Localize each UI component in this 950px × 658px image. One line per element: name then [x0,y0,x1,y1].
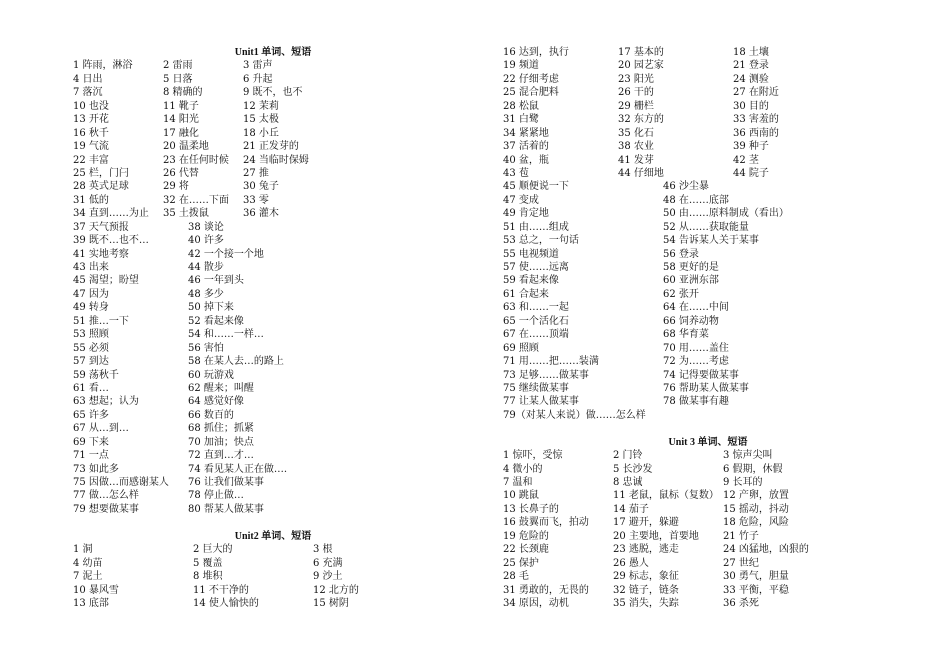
vocab-row [503,46,913,59]
vocab-item: 20 温柔地 [163,141,209,153]
vocab-item: 1 阵雨，淋浴 [73,60,133,72]
vocab-item: 8 堆积 [193,571,223,583]
vocab-row [503,489,913,502]
vocab-item: 9 长耳的 [723,477,763,488]
vocab-item: 50 掉下来 [188,302,234,314]
vocab-item: 15 树阴 [313,597,349,609]
vocab-item: 4 幼苗 [73,557,103,569]
vocab-item: 75 继续做某事 [503,382,569,394]
vocab-item: 69 下来 [73,436,109,448]
vocab-item: 76 帮助某人做某事 [663,382,749,394]
vocab-row [73,315,473,328]
vocab-item: 43 出来 [73,262,109,273]
vocab-row [503,449,913,462]
vocab-item: 36 西南的 [733,127,779,139]
vocab-item: 77 做…怎么样 [73,490,139,502]
vocab-item: 26 代替 [163,167,199,179]
vocab-item: 6 升起 [243,73,273,85]
vocab-item: 21 竹子 [723,530,759,542]
vocab-item: 24 测验 [733,73,769,85]
right-column [503,46,913,610]
vocab-row [73,328,473,341]
vocab-row [503,355,913,368]
vocab-item: 6 假期，休假 [723,463,783,475]
vocab-row [73,382,473,395]
vocab-item: 48 多少 [188,288,224,300]
vocab-item: 49 转身 [73,302,109,314]
vocab-row [503,221,913,234]
vocab-item: 20 园艺家 [618,60,664,72]
vocab-item: 62 醒来；叫醒 [188,382,254,394]
vocab-item: 17 融化 [163,127,199,139]
vocab-row [503,409,913,422]
vocab-item: 11 不干净的 [193,584,249,596]
vocab-item: 62 张开 [663,288,699,300]
vocab-row [503,274,913,287]
vocab-row [503,315,913,328]
vocab-row [73,167,473,180]
vocab-item: 50 由……原料制成（看出） [663,208,789,220]
vocab-row [73,409,473,422]
vocab-item: 3 惊声尖叫 [723,450,773,462]
vocab-item: 19 危险的 [503,530,549,542]
vocab-item: 16 秋千 [73,127,109,139]
vocab-item: 23 在任何时候 [163,154,229,166]
vocab-row [73,248,473,261]
vocab-item: 51 推…一下 [73,315,129,327]
vocab-item: 54 和……一样… [188,329,264,341]
vocab-row [503,382,913,395]
vocab-item: 73 足够……做某事 [503,369,589,381]
vocab-item: 65 许多 [73,409,109,421]
vocab-row [503,234,913,247]
vocab-item: 74 看见某人正在做…. [188,463,288,475]
vocab-item: 27 推 [243,167,269,179]
vocab-row [73,503,473,516]
vocab-item: 33 零 [243,194,269,206]
vocab-item: 39 既不…也不… [73,235,149,247]
vocab-item: 3 雷声 [243,60,273,72]
vocab-item: 71 一点 [73,450,109,462]
vocab-item: 33 害羞的 [733,114,779,126]
vocab-item: 57 使……远离 [503,262,569,273]
vocab-item: 32 链子，链条 [613,584,679,596]
vocab-row [503,328,913,341]
vocab-row [503,261,913,274]
vocab-row [73,557,473,570]
vocab-item: 24 凶猛地，凶狠的 [723,544,809,556]
vocab-row [73,395,473,408]
vocab-item: 60 玩游戏 [188,369,234,381]
vocab-item: 20 主要地，首要地 [613,530,699,542]
vocab-row [503,154,913,167]
vocab-row [503,301,913,314]
vocab-item: 24 当临时保姆 [243,154,309,166]
vocab-row [73,543,473,556]
unit1-list [73,59,473,516]
vocab-item: 30 目的 [733,100,769,112]
vocab-item: 78 停止做… [188,490,244,502]
vocab-item: 31 白鹭 [503,114,539,126]
vocab-row [503,194,913,207]
vocab-row [503,584,913,597]
vocab-item: 26 干的 [618,87,654,99]
vocab-row [73,221,473,234]
vocab-item: 46 沙尘暴 [663,181,709,193]
vocab-item: 25 保护 [503,557,539,569]
vocab-item: 79 想要做某事 [73,503,139,515]
vocab-row [73,180,473,193]
vocab-item: 37 活着的 [503,141,549,153]
unit3-list [503,449,913,610]
vocab-item: 55 必须 [73,342,109,354]
vocab-row [73,207,473,220]
vocab-item: 30 兔子 [243,181,279,193]
vocab-item: 17 基本的 [618,47,664,58]
vocab-row [503,369,913,382]
vocab-item: 59 荡秋千 [73,369,119,381]
vocab-item: 13 长鼻子的 [503,503,559,515]
vocab-row [73,342,473,355]
vocab-item: 59 看起来像 [503,275,559,287]
vocab-item: 64 感觉好像 [188,396,244,408]
vocab-item: 3 根 [313,544,333,556]
vocab-item: 4 日出 [73,73,103,85]
unit3-title: Unit 3 单词、短语 [668,436,748,448]
vocab-item: 41 实地考察 [73,248,129,260]
vocab-item: 47 变成 [503,194,539,206]
vocab-row [503,476,913,489]
unit2-list [73,543,473,610]
vocab-item: 36 杀死 [723,597,759,609]
vocab-row [503,543,913,556]
vocab-row [73,100,473,113]
vocab-item: 51 由……组成 [503,221,569,233]
vocab-row [73,489,473,502]
vocab-item: 45 渴望；盼望 [73,275,139,287]
vocab-row [73,570,473,583]
vocab-item: 16 鼓翼而飞，拍动 [503,517,589,529]
vocab-item: 30 勇气，胆量 [723,571,789,583]
vocab-row [503,73,913,86]
vocab-item: 43 苞 [503,167,529,179]
vocab-row [73,463,473,476]
vocab-item: 35 消失，失踪 [613,597,679,609]
vocab-item: 44 院子 [733,167,769,179]
vocab-item: 46 一年到头 [188,275,244,287]
vocab-item: 13 开花 [73,114,109,126]
vocab-row [73,113,473,126]
vocab-row [503,248,913,261]
vocab-item: 2 雷雨 [163,60,193,72]
vocab-item: 9 沙土 [313,571,343,583]
vocab-item: 29 将 [163,181,189,193]
vocab-row [73,355,473,368]
vocab-item: 26 愚人 [613,557,649,569]
vocab-item: 58 在某人去…的路上 [188,356,284,368]
vocab-item: 63 想起；认为 [73,396,139,408]
vocab-item: 56 害怕 [188,342,224,354]
vocab-item: 44 仔细地 [618,167,664,179]
vocab-item: 12 茉莉 [243,100,279,112]
vocab-row [73,449,473,462]
vocab-item: 32 在……下面 [163,194,229,206]
vocab-item: 10 跳鼠 [503,490,539,502]
vocab-row [503,127,913,140]
vocab-item: 21 正发芽的 [243,141,299,153]
vocab-item: 11 老鼠，鼠标（复数） [613,490,719,502]
vocab-item: 72 为……考虑 [663,356,729,368]
vocab-item: 5 长沙发 [613,463,653,475]
vocab-item: 29 标志，象征 [613,571,679,583]
vocab-row [73,127,473,140]
vocab-item: 23 阳光 [618,73,654,85]
vocab-item: 18 危险，风险 [723,517,789,529]
vocab-item: 78 做某事有趣 [663,396,729,408]
vocab-item: 18 小丘 [243,127,279,139]
vocab-item: 69 照顾 [503,342,539,354]
vocab-item: 31 低的 [73,194,109,206]
vocab-item: 5 覆盖 [193,557,223,569]
vocab-item: 7 泥土 [73,571,103,583]
vocab-item: 66 饲养动物 [663,315,719,327]
vocab-item: 1 洞 [73,544,93,556]
vocab-item: 22 仔细考虑 [503,73,559,85]
vocab-item: 7 温和 [503,477,533,488]
vocab-row [73,476,473,489]
vocab-item: 36 灌木 [243,208,279,220]
vocab-item: 58 更好的是 [663,262,719,273]
vocab-row [503,59,913,72]
vocab-item: 14 茄子 [613,503,649,515]
vocab-item: 28 英式足球 [73,181,129,193]
vocab-item: 25 栏，门闩 [73,167,129,179]
vocab-item: 17 避开，躲避 [613,517,679,529]
vocab-row [503,288,913,301]
vocab-row [73,369,473,382]
vocab-item: 60 亚洲东部 [663,275,719,287]
vocab-item: 28 松鼠 [503,100,539,112]
vocab-item: 76 让我们做某事 [188,477,264,488]
vocab-item: 52 看起来像 [188,315,244,327]
unit1-title: Unit1 单词、短语 [234,47,312,58]
vocab-item: 19 气流 [73,141,109,153]
vocab-item: 22 丰富 [73,154,109,166]
vocab-item: 70 加油；快点 [188,436,254,448]
vocab-item: 9 既不，也不 [243,87,303,99]
vocab-item: 8 精确的 [163,87,203,99]
vocab-item: 63 和……一起 [503,302,569,314]
vocab-item: 44 散步 [188,262,224,273]
vocab-item: 18 土壤 [733,47,769,58]
vocab-item: 64 在……中间 [663,302,729,314]
vocab-item: 31 勇敢的，无畏的 [503,584,589,596]
vocab-item: 79（对某人来说）做……怎么样 [503,409,646,421]
vocab-row [503,86,913,99]
vocab-row [73,288,473,301]
vocab-row [73,584,473,597]
vocab-row [503,207,913,220]
vocab-item: 12 北方的 [313,584,359,596]
vocab-item: 7 落沉 [73,87,103,99]
vocab-item: 49 肯定地 [503,208,549,220]
vocab-row [503,140,913,153]
vocab-item: 35 化石 [618,127,654,139]
vocab-item: 29 栅栏 [618,100,654,112]
vocab-row [503,167,913,180]
vocab-item: 39 种子 [733,141,769,153]
left-column [73,46,473,610]
vocab-item: 52 从……获取能量 [663,221,749,233]
vocab-row [503,570,913,583]
vocab-item: 57 到达 [73,356,109,368]
vocab-item: 65 一个活化石 [503,315,569,327]
vocab-item: 14 使人愉快的 [193,597,259,609]
vocab-item: 77 让某人做某事 [503,396,579,408]
vocab-item: 2 巨大的 [193,544,233,556]
vocab-item: 53 总之，一句话 [503,235,579,247]
vocab-item: 37 天气预报 [73,221,129,233]
vocab-item: 56 登录 [663,248,699,260]
vocab-row [73,422,473,435]
vocab-item: 48 在……底部 [663,194,729,206]
vocab-item: 53 照顾 [73,329,109,341]
vocab-item: 67 在……顶端 [503,329,569,341]
unit2-continued-list [503,46,913,422]
section-gap [503,422,913,435]
vocab-row [73,261,473,274]
vocab-item: 22 长颈鹿 [503,544,549,556]
vocab-row [503,530,913,543]
vocab-item: 55 电视频道 [503,248,559,260]
vocab-row [73,234,473,247]
vocab-item: 34 原因，动机 [503,597,569,609]
vocab-row [73,140,473,153]
vocab-row [503,342,913,355]
vocab-item: 15 太极 [243,114,279,126]
vocab-item: 42 一个接一个地 [188,248,264,260]
vocab-item: 8 忠诚 [613,477,643,488]
vocab-item: 19 频道 [503,60,539,72]
vocab-row [73,73,473,86]
vocab-item: 35 土拨鼠 [163,208,209,220]
vocab-item: 47 因为 [73,288,109,300]
vocab-item: 16 达到，执行 [503,47,569,58]
vocab-item: 25 混合肥料 [503,87,559,99]
vocab-item: 5 日落 [163,73,193,85]
vocab-item: 4 微小的 [503,463,543,475]
vocab-item: 73 如此多 [73,463,119,475]
vocab-item: 32 东方的 [618,114,664,126]
vocab-item: 13 底部 [73,597,109,609]
vocab-item: 1 惊吓，受惊 [503,450,563,462]
vocab-row [503,597,913,610]
vocab-row [73,436,473,449]
vocab-row [503,463,913,476]
vocab-item: 40 许多 [188,235,224,247]
vocab-item: 80 帮某人做某事 [188,503,264,515]
vocab-item: 61 看… [73,382,109,394]
vocab-row [73,301,473,314]
vocab-item: 38 谈论 [188,221,224,233]
vocab-item: 34 紧紧地 [503,127,549,139]
vocab-item: 68 华育菜 [663,329,709,341]
vocab-item: 72 直到…才… [188,450,254,462]
vocab-item: 45 顺便说一下 [503,181,569,193]
vocab-item: 15 摇动，抖动 [723,503,789,515]
vocab-item: 66 数百的 [188,409,234,421]
vocab-item: 40 盆，瓶 [503,154,549,166]
vocab-row [73,154,473,167]
vocab-item: 23 逃脱，逃走 [613,544,679,556]
vocab-row [73,59,473,72]
vocab-item: 11 靴子 [163,100,199,112]
vocab-item: 2 门铃 [613,450,643,462]
vocab-item: 75 因做…而感谢某人 [73,477,169,488]
section-gap [73,516,473,529]
vocab-row [73,597,473,610]
vocab-item: 74 记得要做某事 [663,369,739,381]
vocab-row [73,194,473,207]
vocab-item: 42 茎 [733,154,759,166]
unit2-title: Unit2 单词、短语 [234,530,312,542]
vocab-item: 10 也没 [73,100,109,112]
vocab-item: 68 抓住；抓紧 [188,423,254,435]
vocab-item: 61 合起来 [503,288,549,300]
vocab-row [73,86,473,99]
vocab-item: 6 充满 [313,557,343,569]
vocab-row [503,113,913,126]
vocab-row [503,516,913,529]
vocab-row [503,180,913,193]
vocab-item: 12 产卵，放置 [723,490,789,502]
vocab-item: 10 暴风雪 [73,584,119,596]
vocab-item: 33 平衡，平稳 [723,584,789,596]
vocab-item: 67 从…到… [73,423,129,435]
vocab-item: 14 阳光 [163,114,199,126]
vocab-row [503,100,913,113]
vocab-item: 21 登录 [733,60,769,72]
vocab-row [73,274,473,287]
vocab-row [503,395,913,408]
vocab-item: 41 发芽 [618,154,654,166]
vocab-item: 38 农业 [618,141,654,153]
vocab-item: 27 世纪 [723,557,759,569]
vocab-item: 27 在附近 [733,87,779,99]
vocab-row [503,503,913,516]
vocab-item: 71 用……把……装满 [503,356,599,368]
vocab-item: 54 告诉某人关于某事 [663,235,759,247]
vocab-item: 70 用……盖住 [663,342,729,354]
vocab-row [503,557,913,570]
vocab-item: 28 毛 [503,571,529,583]
vocab-item: 34 直到……为止 [73,208,149,220]
